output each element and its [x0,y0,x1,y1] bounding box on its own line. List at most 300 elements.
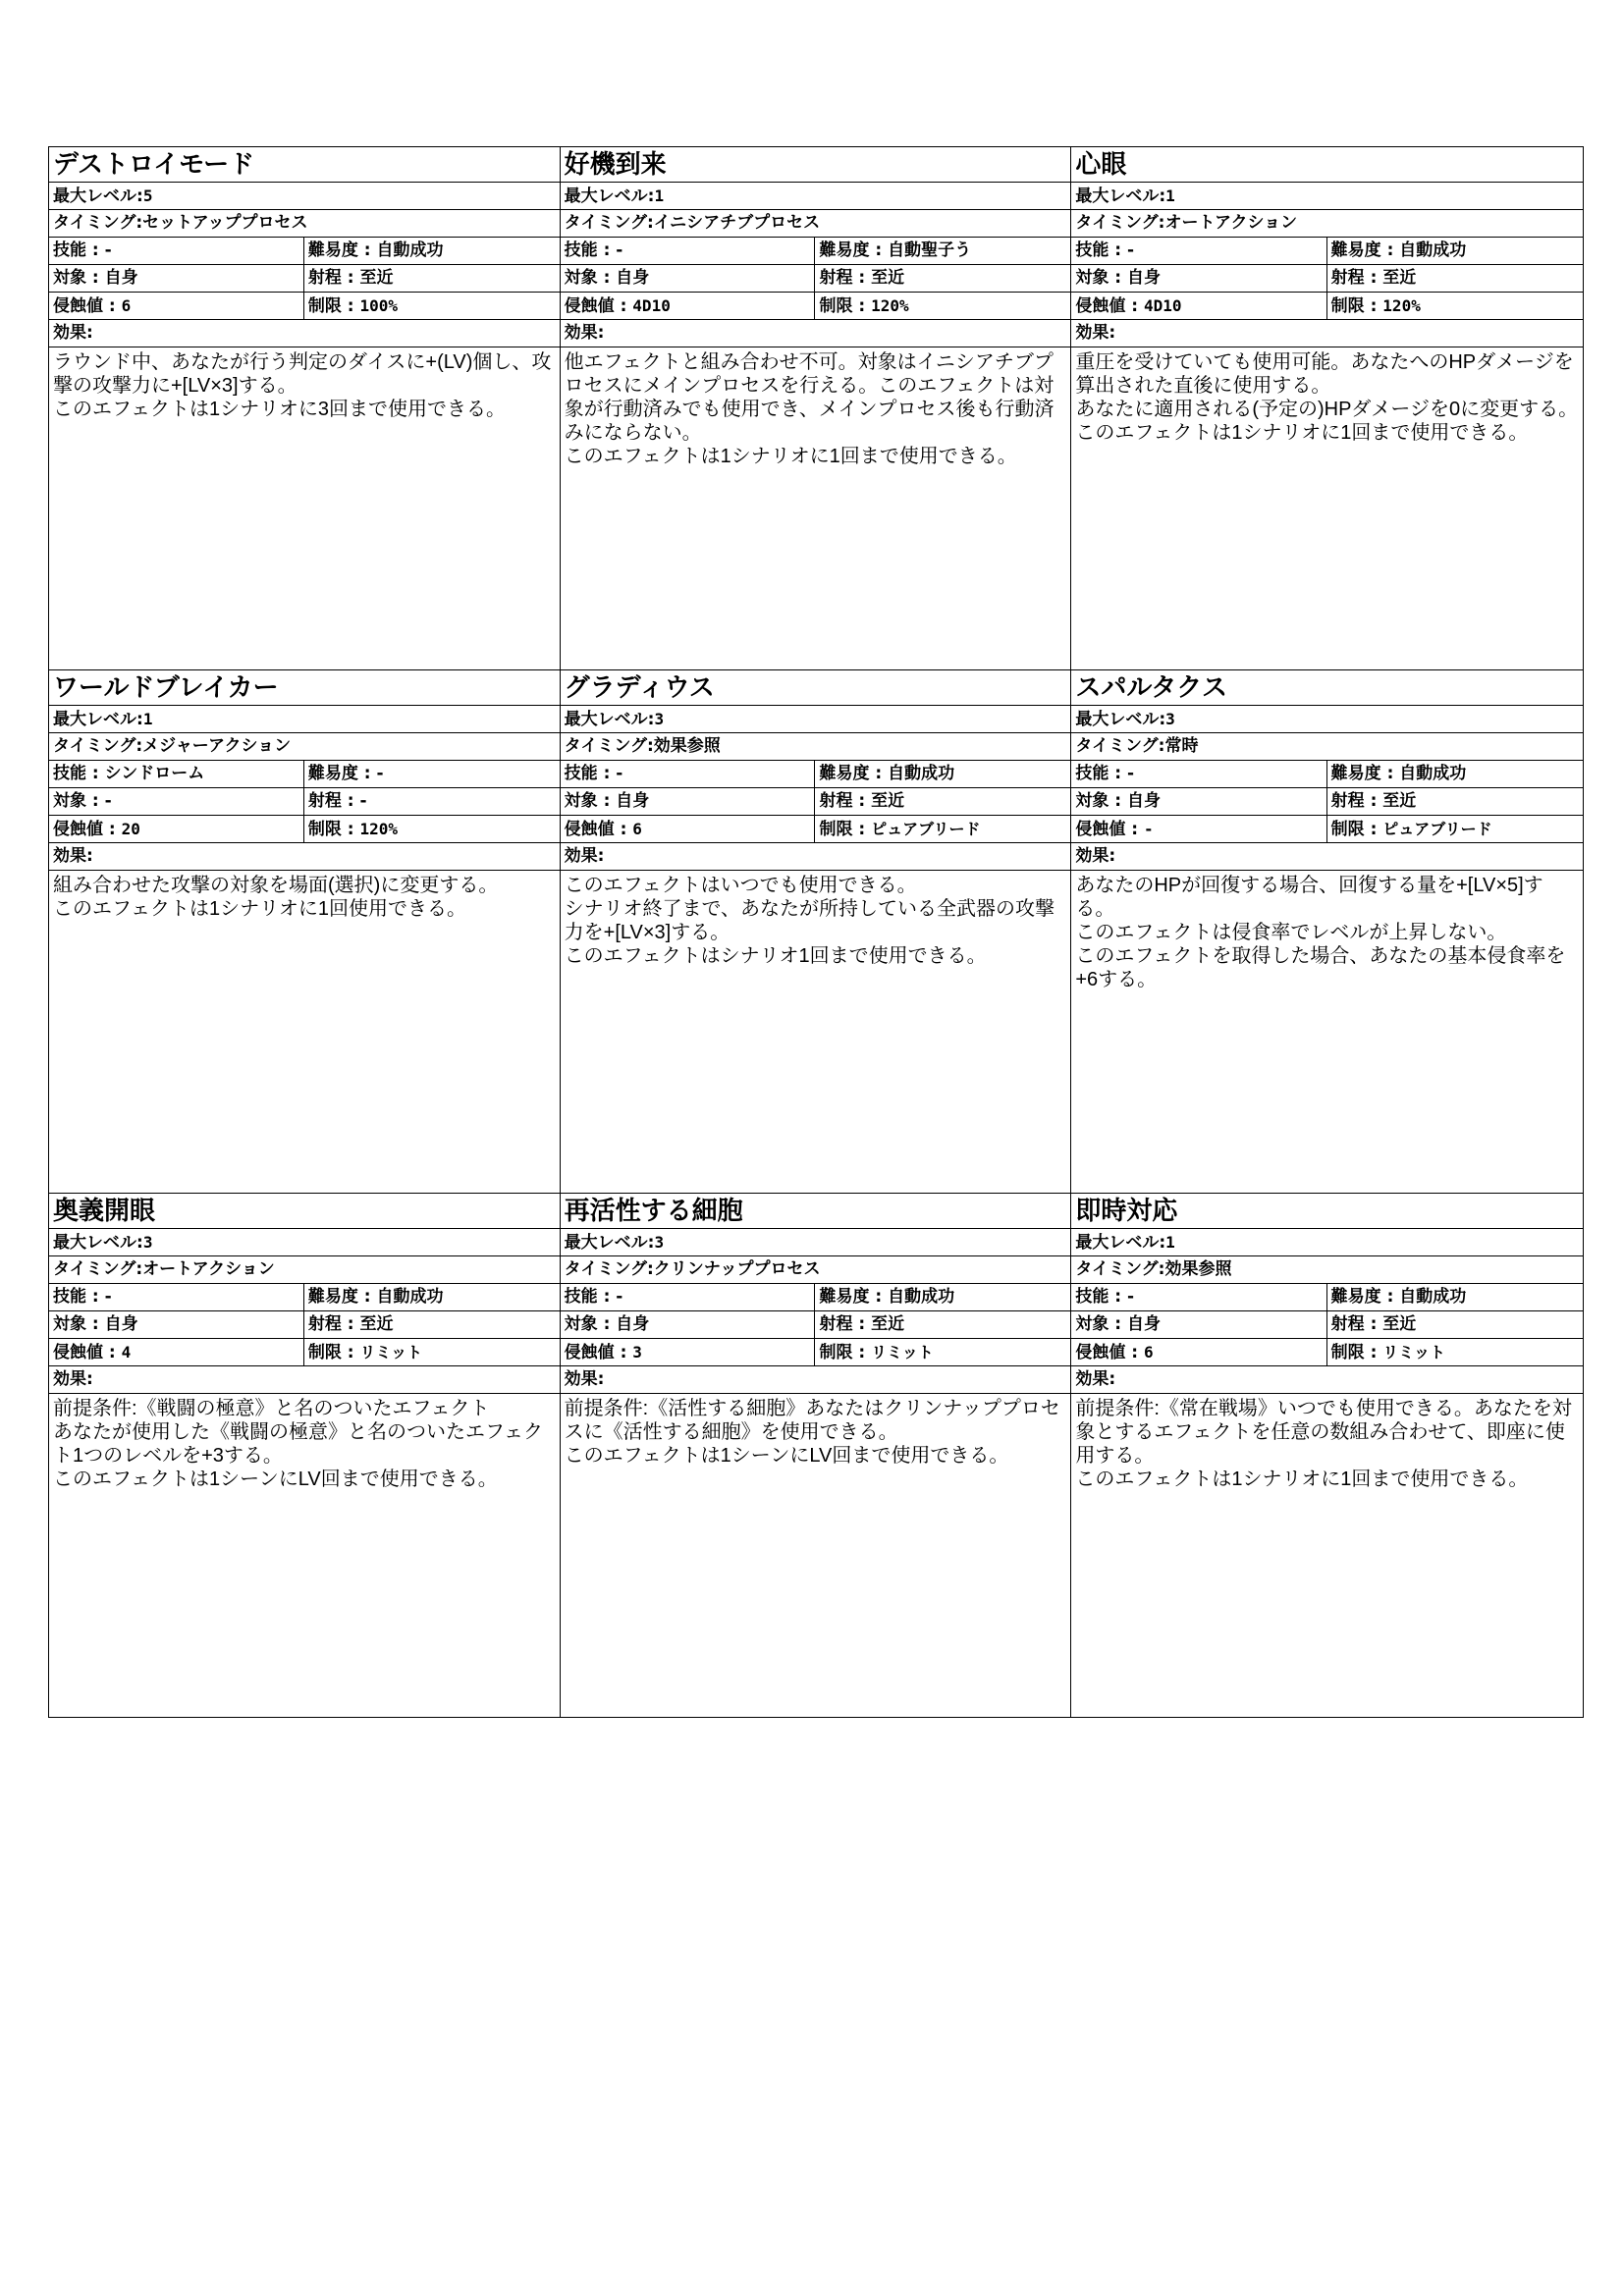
effect-label: 効果 [53,1369,86,1389]
erosion-value: - [1143,820,1154,838]
effect-header-row: 効果: [561,843,1071,871]
max-level-value: 5 [142,187,153,205]
limit-value: ピュアブリード [871,820,981,838]
target-cell: 対象 : 自身 [1071,265,1326,292]
card-title: 再活性する細胞 [561,1194,1071,1229]
range-cell: 射程 : 至近 [1330,268,1417,288]
erosion-value: 6 [121,296,132,315]
erosion-cell: 侵蝕値 : 20 [49,816,304,842]
max-level-label: 最大レベル [1075,187,1160,206]
limit-cell: 制限 : ピュアブリード [1330,820,1492,839]
limit-value: 120% [871,296,909,315]
difficulty-cell: 難易度 : 自動成功 [1330,240,1467,260]
card-title: デストロイモード [49,147,560,183]
target-label: 対象 [53,268,86,288]
timing-label: タイミング [1075,736,1159,756]
effect-label: 効果 [564,846,598,866]
difficulty-cell: 難易度 : 自動成功 [307,1287,444,1307]
erosion-value: 4 [121,1343,132,1362]
skill-label: 技能 [1075,240,1109,260]
erosion-limit-row [49,293,560,320]
max-level-value: 1 [1165,187,1175,205]
effect-text [1071,1394,1583,1717]
difficulty-cell: 難易度 : 自動成功 [307,240,444,260]
effect-header-row: 効果: [1071,843,1583,871]
effect-paragraph: このエフェクトはいつでも使用できる。 [564,875,917,896]
timing-row: タイミング:オートアクション [1071,210,1583,238]
effect-label: 効果 [53,846,86,866]
target-label: 対象 [564,791,598,811]
target-range-row [49,788,560,816]
range-value: - [359,791,367,811]
max-level-label: 最大レベル [53,710,136,729]
skill-cell: 技能 : - [561,238,816,264]
effect-paragraph: シナリオ終了まで、あなたが所持している全武器の攻撃力を+[LV×3]する。 [564,898,1055,943]
limit-label: 制限 [819,820,853,839]
erosion-label: 侵蝕値 [564,1343,615,1362]
difficulty-cell: 難易度 : 自動聖子う [819,240,972,260]
range-cell: 射程 : - [307,791,367,811]
range-value: 至近 [871,1314,905,1334]
timing-row: タイミング:効果参照 [1071,1256,1583,1284]
limit-cell: 制限 : ピュアブリード [819,820,981,839]
timing-label: タイミング [564,736,647,756]
erosion-label: 侵蝕値 [53,296,103,316]
erosion-value: 4D10 [1143,296,1182,315]
difficulty-value: 自動成功 [1399,240,1467,260]
max-level-value: 1 [654,187,665,205]
effect-text [561,871,1071,1193]
timing-label: タイミング [53,213,136,233]
difficulty-label: 難易度 [1330,240,1381,260]
limit-value: 120% [1382,296,1421,315]
effect-paragraph: このエフェクトはシナリオ1回まで使用できる。 [564,945,987,967]
skill-value: - [104,1287,112,1307]
effect-paragraph: このエフェクトは侵食率でレベルが上昇しない。 [1075,922,1507,943]
effect-paragraph: 他エフェクトと組み合わせ不可。対象はイニシアチブプロセスにメインプロセスを行える。このエフェクトは対象が行動済みでも使用でき、メインプロセス後も行動済みにならない。 [564,351,1055,444]
erosion-label: 侵蝕値 [564,820,615,839]
effect-card [561,147,1072,670]
target-value: - [104,791,112,811]
max-level-value: 3 [1165,710,1175,728]
target-range-row [49,1311,560,1339]
effect-card [561,670,1072,1194]
difficulty-label: 難易度 [1330,1287,1381,1307]
skill-difficulty-row [1071,761,1583,788]
timing-value: クリンナッププロセス [653,1259,821,1279]
target-label: 対象 [564,1314,598,1334]
range-label: 射程 [307,791,342,811]
max-level-row: 最大レベル:1 [49,706,560,733]
range-value: 至近 [1382,1314,1417,1334]
erosion-label: 侵蝕値 [53,820,103,839]
erosion-label: 侵蝕値 [1075,1343,1126,1362]
difficulty-value: 自動成功 [1399,764,1467,783]
effect-label: 効果 [564,1369,598,1389]
range-cell: 射程 : 至近 [1330,1314,1417,1334]
max-level-value: 3 [654,710,665,728]
skill-cell: 技能 : - [1071,761,1326,787]
erosion-cell: 侵蝕値 : - [1071,816,1326,842]
erosion-cell: 侵蝕値 : 4 [49,1339,304,1365]
max-level-label: 最大レベル [564,1233,648,1253]
erosion-limit-row [1071,816,1583,843]
difficulty-value: - [376,764,384,783]
target-value: 自身 [104,1314,138,1334]
effect-paragraph: 前提条件:《戦闘の極意》と名のついたエフェクト [53,1398,490,1419]
max-level-label: 最大レベル [53,187,136,206]
range-cell: 射程 : 至近 [307,1314,394,1334]
limit-cell: 制限 : リミット [307,1343,423,1362]
skill-label: 技能 [564,240,598,260]
skill-label: 技能 [53,764,86,783]
erosion-cell: 侵蝕値 : 6 [1071,1339,1326,1365]
effect-text [49,347,560,669]
skill-difficulty-row [49,761,560,788]
max-level-row: 最大レベル:3 [49,1229,560,1256]
timing-row: タイミング:クリンナッププロセス [561,1256,1071,1284]
timing-row: タイミング:メジャーアクション [49,733,560,761]
effect-paragraph: このエフェクトは1シーンにLV回まで使用できる。 [564,1445,1009,1467]
skill-cell: 技能 : - [1071,238,1326,264]
range-cell: 射程 : 至近 [819,791,905,811]
timing-row: タイミング:常時 [1071,733,1583,761]
skill-cell: 技能 : - [49,238,304,264]
effect-text [49,1394,560,1717]
skill-difficulty-row [561,761,1071,788]
effect-header-row: 効果: [561,320,1071,347]
skill-value: - [104,240,112,260]
target-value: 自身 [616,1314,650,1334]
card-title: 心眼 [1071,147,1583,183]
difficulty-value: 自動成功 [888,764,955,783]
limit-label: 制限 [1330,820,1365,839]
effect-card [49,1194,561,1717]
limit-label: 制限 [307,1343,342,1362]
target-label: 対象 [53,1314,86,1334]
max-level-label: 最大レベル [1075,710,1160,729]
skill-label: 技能 [53,240,86,260]
target-range-row [1071,265,1583,293]
skill-difficulty-row [561,1284,1071,1311]
effect-header-row: 効果: [1071,320,1583,347]
max-level-value: 3 [142,1233,153,1252]
skill-cell: 技能 : シンドローム [49,761,304,787]
skill-cell: 技能 : - [1071,1284,1326,1310]
difficulty-cell: 難易度 : 自動成功 [1330,764,1467,783]
limit-label: 制限 [819,1343,853,1362]
difficulty-label: 難易度 [307,1287,358,1307]
effect-paragraph: 前提条件:《活性する細胞》あなたはクリンナッププロセスに《活性する細胞》を使用できる。 [564,1398,1060,1443]
timing-label: タイミング [1075,213,1159,233]
target-label: 対象 [1075,1314,1109,1334]
max-level-label: 最大レベル [1075,1233,1160,1253]
limit-label: 制限 [307,820,342,839]
target-value: 自身 [616,268,650,288]
erosion-label: 侵蝕値 [53,1343,103,1362]
erosion-limit-row [561,1339,1071,1366]
card-title: 即時対応 [1071,1194,1583,1229]
range-cell: 射程 : 至近 [819,1314,905,1334]
effect-paragraph: このエフェクトは1シーンにLV回まで使用できる。 [53,1468,498,1490]
effect-text [1071,871,1583,1193]
target-range-row [561,1311,1071,1339]
difficulty-label: 難易度 [819,764,870,783]
skill-label: 技能 [564,1287,598,1307]
skill-cell: 技能 : - [561,761,816,787]
erosion-value: 20 [121,820,140,838]
timing-row: タイミング:セットアッププロセス [49,210,560,238]
difficulty-cell: 難易度 : 自動成功 [819,1287,955,1307]
max-level-row: 最大レベル:5 [49,183,560,210]
timing-row: タイミング:効果参照 [561,733,1071,761]
erosion-cell: 侵蝕値 : 4D10 [1071,293,1326,319]
limit-value: 120% [359,820,398,838]
limit-label: 制限 [819,296,853,316]
range-value: 至近 [1382,791,1417,811]
erosion-label: 侵蝕値 [1075,296,1126,316]
limit-value: リミット [1382,1343,1445,1362]
range-label: 射程 [819,1314,853,1334]
effect-label: 効果 [1075,323,1109,343]
timing-value: オートアクション [1164,213,1298,233]
erosion-label: 侵蝕値 [1075,820,1126,839]
skill-difficulty-row [49,238,560,265]
max-level-value: 3 [654,1233,665,1252]
limit-cell: 制限 : リミット [1330,1343,1445,1362]
target-cell: 対象 : 自身 [561,265,816,292]
target-label: 対象 [1075,791,1109,811]
skill-value: - [1126,1287,1135,1307]
target-label: 対象 [564,268,598,288]
effect-paragraph: このエフェクトは1シナリオに1回まで使用できる。 [1075,422,1529,444]
effect-paragraph: あなたのHPが回復する場合、回復する量を+[LV×5]する。 [1075,875,1543,920]
difficulty-label: 難易度 [819,240,870,260]
difficulty-cell: 難易度 : 自動成功 [1330,1287,1467,1307]
erosion-limit-row [561,293,1071,320]
limit-cell: 制限 : 120% [819,296,909,316]
skill-difficulty-row [561,238,1071,265]
range-value: 至近 [359,1314,394,1334]
erosion-label: 侵蝕値 [564,296,615,316]
effect-text [561,347,1071,669]
skill-difficulty-row [1071,1284,1583,1311]
timing-label: タイミング [53,1259,136,1279]
range-value: 至近 [359,268,394,288]
erosion-cell: 侵蝕値 : 6 [561,816,816,842]
max-level-label: 最大レベル [53,1233,136,1253]
erosion-cell: 侵蝕値 : 3 [561,1339,816,1365]
effect-paragraph: あなたが使用した《戦闘の極意》と名のついたエフェクト1つのレベルを+3する。 [53,1421,543,1467]
skill-difficulty-row [49,1284,560,1311]
erosion-limit-row [1071,1339,1583,1366]
limit-cell: 制限 : リミット [819,1343,934,1362]
range-cell: 射程 : 至近 [1330,791,1417,811]
effect-card [49,147,561,670]
skill-value: シンドローム [104,764,205,783]
effect-header-row: 効果: [49,843,560,871]
erosion-cell: 侵蝕値 : 6 [49,293,304,319]
target-range-row [1071,1311,1583,1339]
erosion-value: 6 [1143,1343,1154,1362]
effect-card [1071,670,1583,1194]
timing-label: タイミング [53,736,136,756]
max-level-row: 最大レベル:3 [561,706,1071,733]
effect-paragraph: ラウンド中、あなたが行う判定のダイスに+(LV)個し、攻撃の攻撃力に+[LV×3]する。 [53,351,552,397]
limit-value: ピュアブリード [1382,820,1492,838]
limit-cell: 制限 : 100% [307,296,398,316]
card-title: 好機到来 [561,147,1071,183]
range-value: 至近 [871,268,905,288]
max-level-value: 1 [142,710,153,728]
target-range-row [561,788,1071,816]
target-cell: 対象 : 自身 [561,1311,816,1338]
limit-value: 100% [359,296,398,315]
target-value: 自身 [1126,791,1161,811]
range-cell: 射程 : 至近 [819,268,905,288]
limit-cell: 制限 : 120% [1330,296,1421,316]
effect-header-row: 効果: [49,1366,560,1394]
effect-label: 効果 [1075,1369,1109,1389]
range-label: 射程 [1330,268,1365,288]
effect-paragraph: このエフェクトは1シナリオに3回まで使用できる。 [53,399,507,420]
limit-label: 制限 [1330,1343,1365,1362]
timing-value: 効果参照 [653,736,721,756]
timing-value: 常時 [1164,736,1199,756]
effect-label: 効果 [53,323,86,343]
timing-value: オートアクション [142,1259,275,1279]
erosion-value: 6 [632,820,642,838]
limit-value: リミット [871,1343,934,1362]
card-title: ワールドブレイカー [49,670,560,706]
max-level-label: 最大レベル [564,710,648,729]
skill-difficulty-row [1071,238,1583,265]
difficulty-label: 難易度 [307,240,358,260]
skill-value: - [616,240,623,260]
target-value: 自身 [1126,1314,1161,1334]
target-range-row [561,265,1071,293]
effect-paragraph: 前提条件:《常在戦場》いつでも使用できる。あなたを対象とするエフェクトを任意の数組み合わせて、即座に使用する。 [1075,1398,1572,1467]
target-cell: 対象 : 自身 [561,788,816,815]
max-level-row: 最大レベル:1 [561,183,1071,210]
difficulty-value: 自動成功 [888,1287,955,1307]
erosion-limit-row [49,1339,560,1366]
range-value: 至近 [871,791,905,811]
timing-value: メジャーアクション [142,736,292,756]
erosion-cell: 侵蝕値 : 4D10 [561,293,816,319]
limit-value: リミット [359,1343,423,1362]
target-cell: 対象 : 自身 [49,265,304,292]
difficulty-cell: 難易度 : 自動成功 [819,764,955,783]
effect-header-row: 効果: [1071,1366,1583,1394]
skill-cell: 技能 : - [49,1284,304,1310]
max-level-value: 1 [1165,1233,1175,1252]
effect-card [1071,147,1583,670]
target-range-row [1071,788,1583,816]
effect-label: 効果 [1075,846,1109,866]
max-level-row: 最大レベル:1 [1071,1229,1583,1256]
difficulty-value: 自動聖子う [888,240,972,260]
skill-value: - [616,764,623,783]
range-label: 射程 [1330,1314,1365,1334]
max-level-row: 最大レベル:3 [1071,706,1583,733]
effect-label: 効果 [564,323,598,343]
target-cell: 対象 : 自身 [49,1311,304,1338]
target-cell: 対象 : 自身 [1071,1311,1326,1338]
difficulty-label: 難易度 [819,1287,870,1307]
range-label: 射程 [819,791,853,811]
max-level-row: 最大レベル:1 [1071,183,1583,210]
effect-paragraph: このエフェクトは1シナリオに1回まで使用できる。 [1075,1468,1529,1490]
range-label: 射程 [307,268,342,288]
erosion-limit-row [49,816,560,843]
erosion-value: 3 [632,1343,642,1362]
target-value: 自身 [616,791,650,811]
difficulty-value: 自動成功 [376,1287,444,1307]
range-label: 射程 [819,268,853,288]
skill-label: 技能 [1075,764,1109,783]
range-label: 射程 [1330,791,1365,811]
skill-value: - [616,1287,623,1307]
effect-text [1071,347,1583,669]
difficulty-label: 難易度 [1330,764,1381,783]
skill-value: - [1126,764,1135,783]
effect-text [561,1394,1071,1717]
skill-label: 技能 [564,764,598,783]
limit-label: 制限 [307,296,342,316]
timing-value: 効果参照 [1164,1259,1232,1279]
effect-card [561,1194,1072,1717]
timing-value: イニシアチブプロセス [653,213,821,233]
target-cell: 対象 : 自身 [1071,788,1326,815]
timing-label: タイミング [1075,1259,1159,1279]
effect-header-row: 効果: [561,1366,1071,1394]
target-value: 自身 [1126,268,1161,288]
effect-card [1071,1194,1583,1717]
range-cell: 射程 : 至近 [307,268,394,288]
limit-cell: 制限 : 120% [307,820,398,839]
range-value: 至近 [1382,268,1417,288]
skill-label: 技能 [53,1287,86,1307]
difficulty-label: 難易度 [307,764,358,783]
timing-label: タイミング [564,213,647,233]
effect-header-row: 効果: [49,320,560,347]
erosion-limit-row [1071,293,1583,320]
erosion-value: 4D10 [632,296,671,315]
difficulty-cell: 難易度 : - [307,764,384,783]
target-label: 対象 [53,791,86,811]
range-label: 射程 [307,1314,342,1334]
difficulty-value: 自動成功 [376,240,444,260]
card-title: グラディウス [561,670,1071,706]
erosion-limit-row [561,816,1071,843]
effect-paragraph: 重圧を受けていても使用可能。あなたへのHPダメージを算出された直後に使用する。 [1075,351,1574,397]
effect-card [49,670,561,1194]
limit-label: 制限 [1330,296,1365,316]
effect-card-sheet [48,146,1584,1718]
effect-paragraph: このエフェクトは1シナリオに1回使用できる。 [53,898,467,920]
skill-cell: 技能 : - [561,1284,816,1310]
target-value: 自身 [104,268,138,288]
max-level-row: 最大レベル:3 [561,1229,1071,1256]
max-level-label: 最大レベル [564,187,648,206]
effect-paragraph: このエフェクトは1シナリオに1回まで使用できる。 [564,446,1017,467]
timing-row: タイミング:イニシアチブプロセス [561,210,1071,238]
effect-paragraph: 組み合わせた攻撃の対象を場面(選択)に変更する。 [53,875,499,896]
target-label: 対象 [1075,268,1109,288]
effect-paragraph: このエフェクトを取得した場合、あなたの基本侵食率を+6する。 [1075,945,1566,990]
effect-text [49,871,560,1193]
